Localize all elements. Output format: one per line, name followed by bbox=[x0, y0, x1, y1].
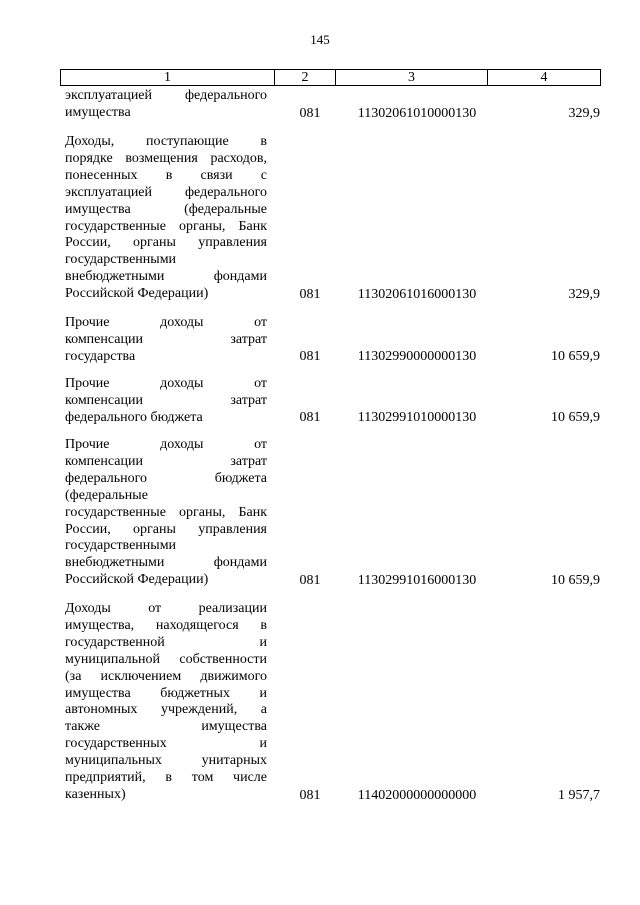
row-description bbox=[65, 315, 267, 366]
header-col-4: 4 bbox=[540, 70, 548, 85]
description-line: государственной и bbox=[65, 634, 267, 650]
row-amount: 329,9 bbox=[568, 106, 600, 121]
row-description bbox=[65, 376, 267, 427]
description-line: России, органы управления bbox=[65, 235, 267, 251]
row-description bbox=[65, 134, 267, 303]
description-line: имущества bbox=[65, 104, 131, 120]
row-amount: 10 659,9 bbox=[551, 573, 600, 588]
description-line: предприятий, в том числе bbox=[65, 770, 267, 786]
table-header bbox=[60, 69, 601, 86]
description-line: Доходы, поступающие в bbox=[65, 134, 267, 149]
description-line: муниципальных унитарных bbox=[65, 753, 267, 769]
description-line: государственные органы, Банк bbox=[65, 504, 267, 520]
row-code: 081 bbox=[299, 573, 321, 588]
description-line: муниципальной собственности bbox=[65, 651, 267, 667]
header-col-3: 3 bbox=[336, 70, 488, 85]
description-line: государства bbox=[65, 348, 136, 364]
description-line: Российской Федерации) bbox=[65, 572, 209, 588]
description-line: (федеральные bbox=[65, 487, 148, 503]
row-code: 081 bbox=[299, 788, 321, 803]
description-line: Доходы от реализации bbox=[65, 601, 267, 616]
row-code: 081 bbox=[299, 349, 321, 364]
description-line: эксплуатацией федерального bbox=[65, 88, 267, 103]
row-kbk: 11302990000000130 bbox=[357, 349, 477, 364]
description-line: государственные органы, Банк bbox=[65, 218, 267, 234]
row-code: 081 bbox=[299, 106, 321, 121]
description-line: Российской Федерации) bbox=[65, 286, 209, 302]
row-description bbox=[65, 437, 267, 589]
row-amount: 10 659,9 bbox=[551, 349, 600, 364]
description-line: федерального бюджета bbox=[65, 470, 267, 486]
row-kbk: 11302061016000130 bbox=[357, 287, 477, 302]
description-line: государственных и bbox=[65, 736, 267, 752]
description-line: казенных) bbox=[65, 786, 126, 802]
description-line: имущества бюджетных и bbox=[65, 685, 267, 701]
description-line: имущества, находящегося в bbox=[65, 617, 267, 633]
description-line: порядке возмещения расходов, bbox=[65, 150, 267, 166]
description-line: компенсации затрат bbox=[65, 392, 267, 408]
row-description bbox=[65, 601, 267, 804]
description-line: государственными bbox=[65, 252, 177, 268]
row-kbk: 11302991010000130 bbox=[357, 410, 477, 425]
row-description bbox=[65, 88, 267, 122]
description-line: эксплуатацией федерального bbox=[65, 184, 267, 200]
row-kbk: 11302061010000130 bbox=[357, 106, 477, 121]
row-kbk: 11302991016000130 bbox=[357, 573, 477, 588]
description-line: автономных учреждений, а bbox=[65, 702, 267, 718]
row-code: 081 bbox=[299, 287, 321, 302]
description-line: понесенных в связи с bbox=[65, 167, 267, 183]
row-kbk: 11402000000000000 bbox=[357, 788, 477, 803]
page-number: 145 bbox=[310, 32, 330, 47]
row-amount: 1 957,7 bbox=[558, 788, 600, 803]
row-amount: 10 659,9 bbox=[551, 410, 600, 425]
description-line: компенсации затрат bbox=[65, 331, 267, 347]
description-line: имущества (федеральные bbox=[65, 201, 267, 217]
description-line: также имущества bbox=[65, 719, 267, 735]
header-col-2: 2 bbox=[275, 70, 336, 85]
row-amount: 329,9 bbox=[568, 287, 600, 302]
header-col-1: 1 bbox=[61, 70, 275, 85]
description-line: Прочие доходы от bbox=[65, 376, 267, 391]
description-line: России, органы управления bbox=[65, 521, 267, 537]
description-line: внебюджетными фондами bbox=[65, 269, 267, 285]
description-line: федерального бюджета bbox=[65, 409, 203, 425]
row-code: 081 bbox=[299, 410, 321, 425]
description-line: Прочие доходы от bbox=[65, 437, 267, 452]
description-line: Прочие доходы от bbox=[65, 315, 267, 330]
description-line: государственными bbox=[65, 538, 177, 554]
description-line: внебюджетными фондами bbox=[65, 555, 267, 571]
description-line: (за исключением движимого bbox=[65, 668, 267, 684]
description-line: компенсации затрат bbox=[65, 453, 267, 469]
